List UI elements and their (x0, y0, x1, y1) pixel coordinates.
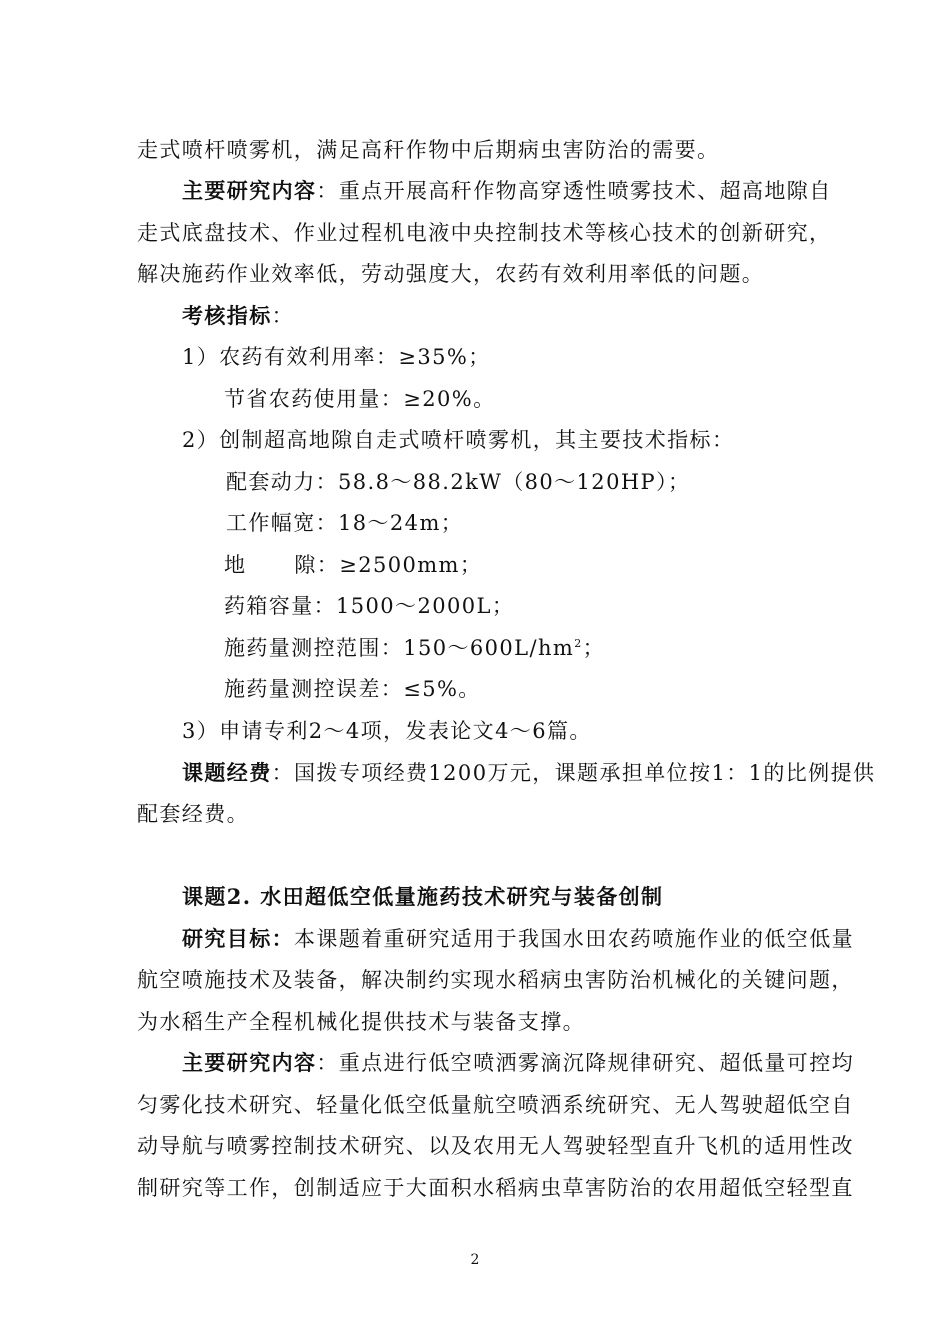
paragraph-line: 航空喷施技术及装备，解决制约实现水稻病虫害防治机械化的关键问题， (137, 968, 854, 992)
paragraph-line (182, 301, 294, 331)
spec-text: 施药量测控范围：150～600L/hm (224, 636, 575, 660)
paragraph-line: 走式喷杆喷雾机，满足高秆作物中后期病虫害防治的需要。 (137, 138, 720, 162)
spec-item (224, 550, 482, 580)
spec-item (224, 633, 605, 663)
paragraph-text: ：国拨专项经费1200万元，课题承担单位按1：1的比例提供 (271, 761, 876, 785)
paragraph-text: ： (271, 304, 295, 328)
section-label-objective: 研究目标： (182, 926, 294, 951)
paragraph-text: ：重点进行低空喷洒雾滴沉降规律研究、超低量可控均 (316, 1051, 855, 1075)
spec-item: 配套动力：58.8～88.2kW（80～120HP）； (226, 470, 691, 494)
paragraph-line (182, 1048, 854, 1078)
paragraph-line (182, 758, 875, 788)
spec-label-part: 地 (224, 553, 247, 577)
spec-text: ； (582, 636, 606, 660)
spec-item: 工作幅宽：18～24m； (226, 511, 464, 535)
paragraph-text: 本课题着重研究适用于我国水田农药喷施作业的低空低量 (294, 927, 854, 951)
superscript: 2 (574, 637, 583, 650)
section-label-funding: 课题经费 (182, 760, 272, 785)
paragraph-line: 配套经费。 (137, 802, 249, 826)
section-label-main-content-2: 主要研究内容 (182, 1050, 317, 1075)
list-item: 2）创制超高地隙自走式喷杆喷雾机，其主要技术指标： (182, 428, 735, 452)
paragraph-line: 动导航与喷雾控制技术研究、以及农用无人驾驶轻型直升飞机的适用性改 (137, 1134, 854, 1158)
spec-item: 药箱容量：1500～2000L； (224, 594, 515, 618)
section-label-main-content: 主要研究内容 (182, 178, 317, 203)
paragraph-line: 制研究等工作，创制适应于大面积水稻病虫草害防治的农用超低空轻型直 (137, 1176, 854, 1200)
spec-item: 施药量测控误差：≤5%。 (224, 677, 481, 701)
section-label-assessment: 考核指标 (182, 303, 272, 328)
paragraph-line: 走式底盘技术、作业过程机电液中央控制技术等核心技术的创新研究， (137, 221, 832, 245)
paragraph-line: 匀雾化技术研究、轻量化低空低量航空喷洒系统研究、无人驾驶超低空自 (137, 1093, 854, 1117)
paragraph-line (182, 176, 832, 206)
paragraph-line (182, 924, 854, 954)
paragraph-line: 解决施药作业效率低，劳动强度大，农药有效利用率低的问题。 (137, 262, 765, 286)
list-item: 1）农药有效利用率：≥35%； (182, 345, 491, 369)
paragraph-line: 为水稻生产全程机械化提供技术与装备支撑。 (137, 1010, 585, 1034)
paragraph-text: ：重点开展高秆作物高穿透性喷雾技术、超高地隙自 (316, 179, 832, 203)
list-item: 3）申请专利2～4项，发表论文4～6篇。 (182, 719, 592, 743)
list-item: 节省农药使用量：≥20%。 (224, 387, 496, 411)
section-heading: 课题2. 水田超低空低量施药技术研究与装备创制 (182, 884, 664, 909)
spec-label-part: 隙：≥2500mm； (294, 553, 483, 577)
page-number: 2 (470, 1252, 480, 1268)
